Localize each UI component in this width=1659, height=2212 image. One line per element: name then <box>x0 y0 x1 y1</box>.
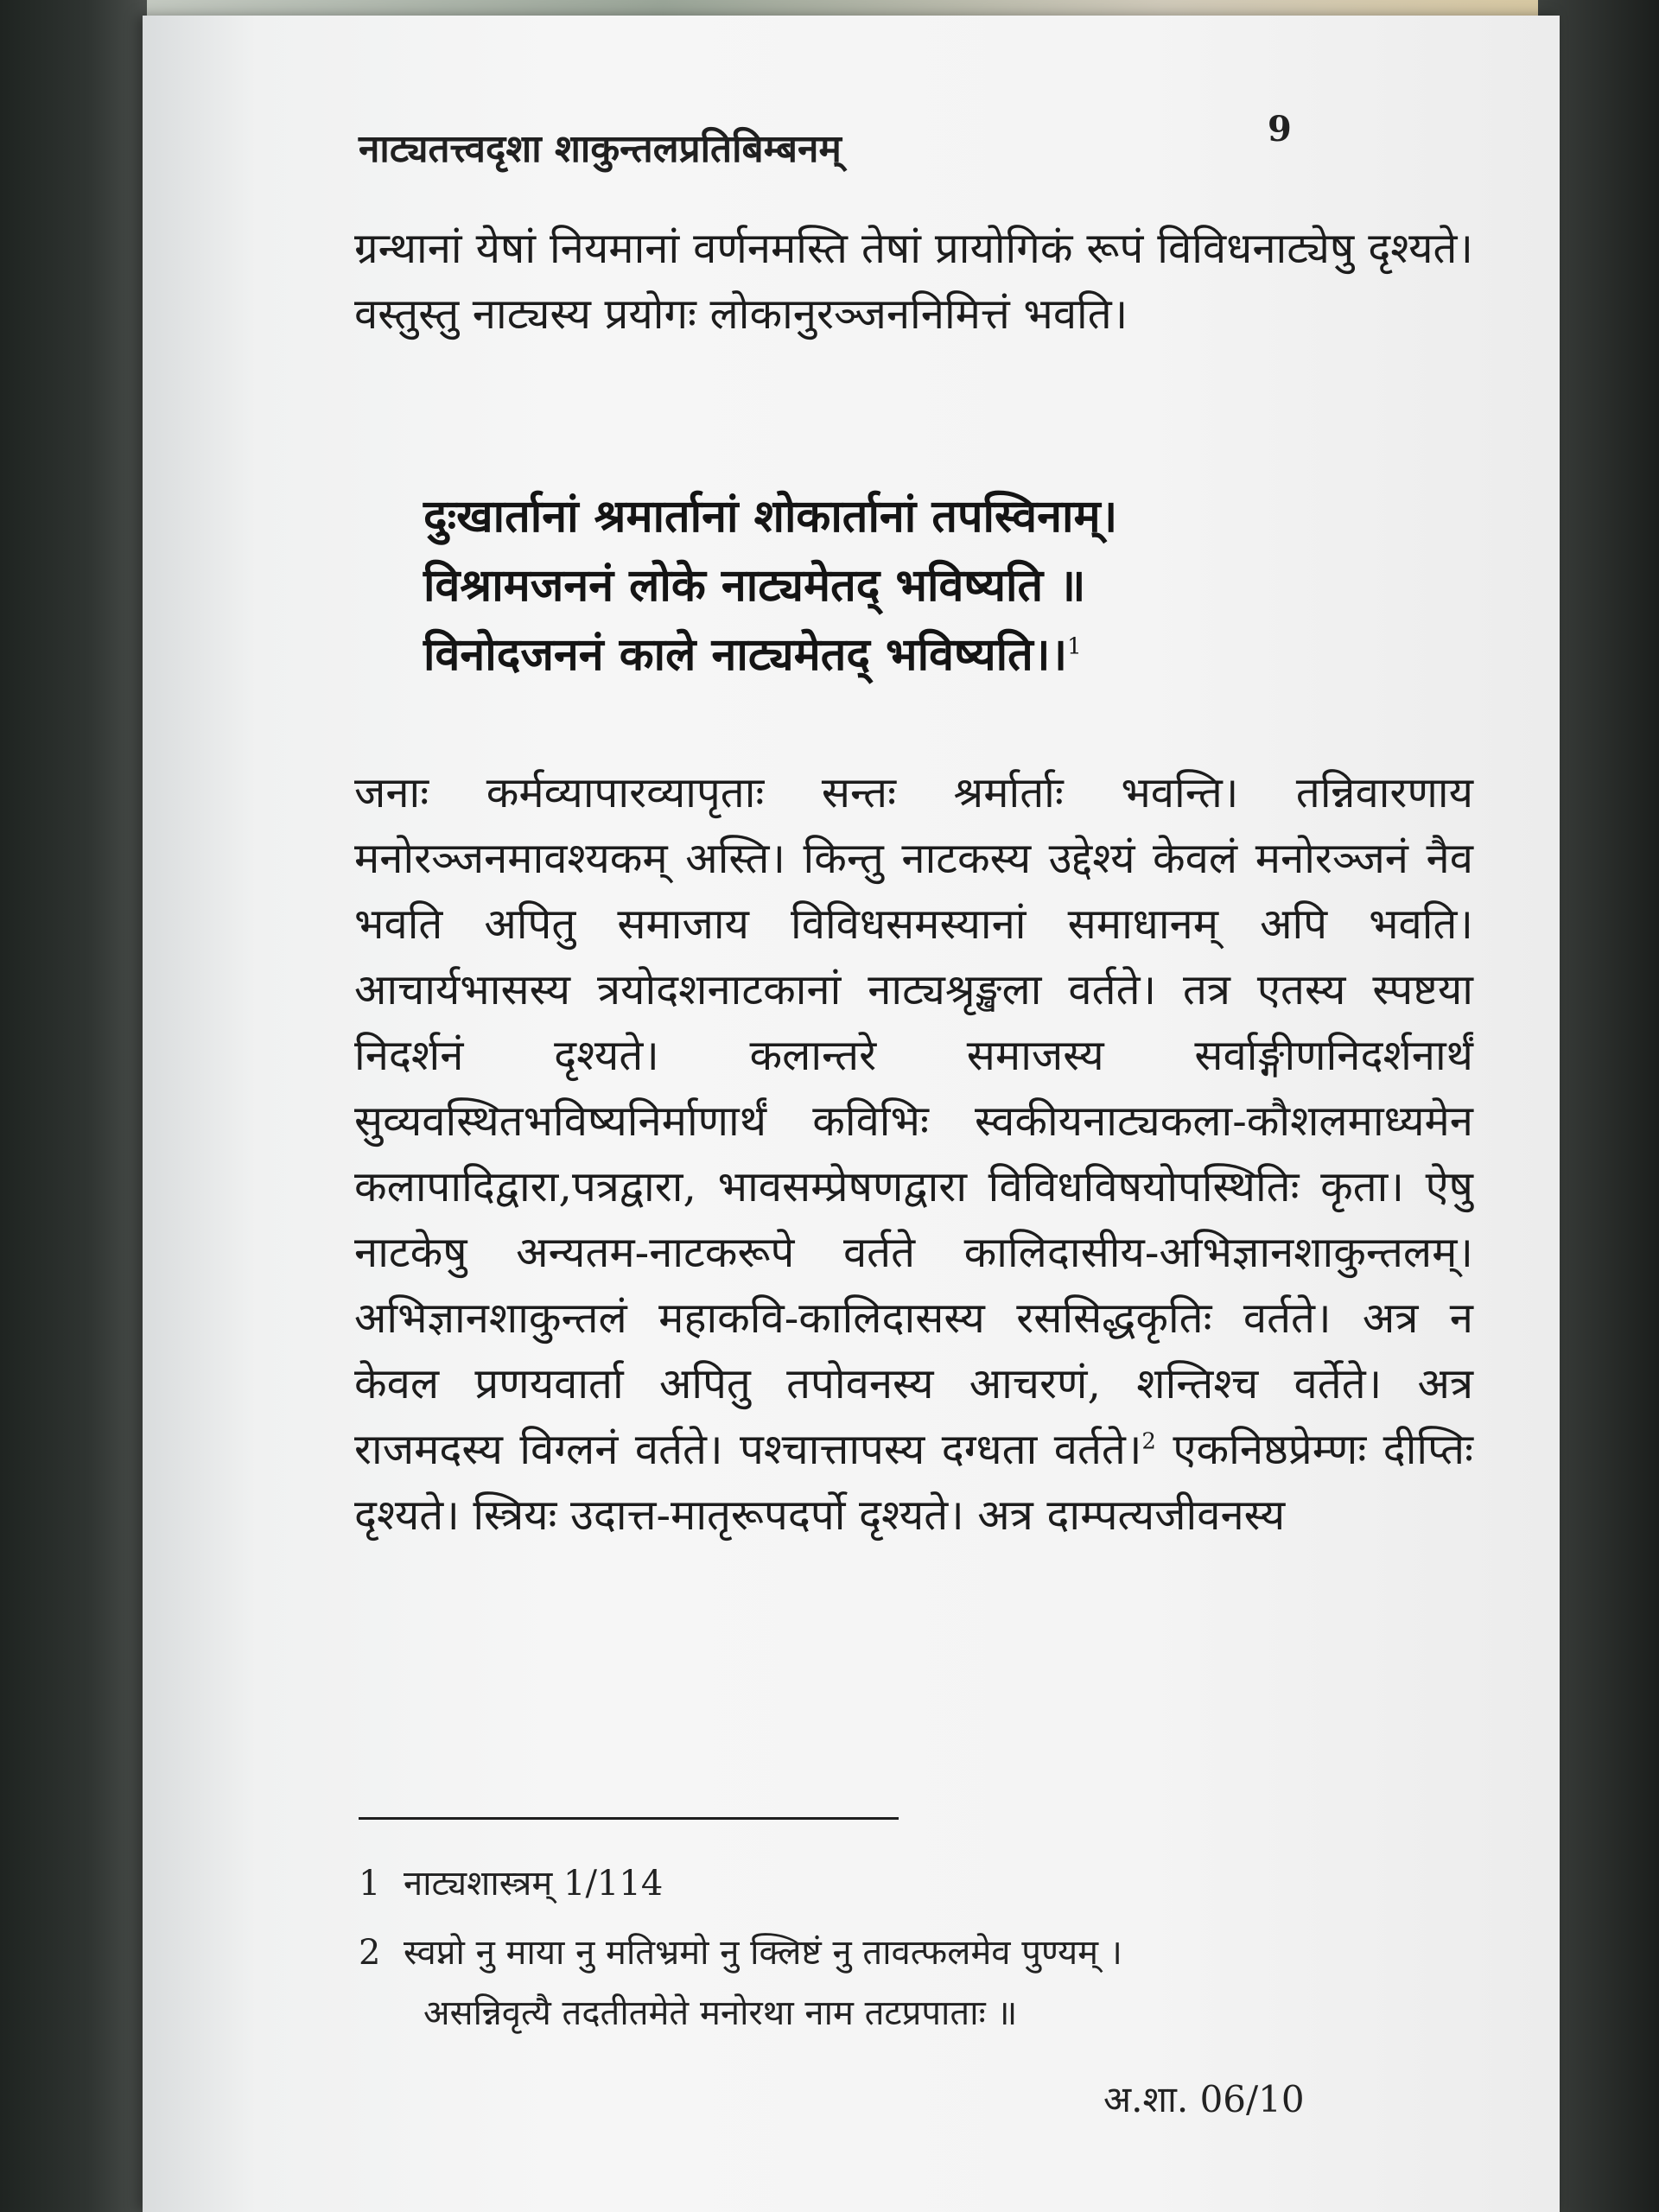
footnote-ref-2: 2 <box>1141 1428 1156 1455</box>
verse-line-1: दुःखार्तानां श्रमार्तानां शोकार्तानां तपस्विनाम्। <box>423 490 1118 543</box>
paragraph-main <box>354 760 1473 1548</box>
footnote-2-source: अ.शा. 06/10 <box>1103 2078 1305 2120</box>
paragraph-main-text <box>354 760 1473 1548</box>
paragraph-intro-text: ग्रन्थानां येषां नियमानां वर्णनमस्ति तेषां प्रायोगिकं रूपं विविधनाट्येषु दृश्यते। वस्तुस्तु नाट्यस्य प्रयोगः लोकानुरञ्जननिमित्तं भवति। <box>354 224 1473 339</box>
footnote-1 <box>359 1858 663 1905</box>
footnote-1-text: नाट्यशास्त्रम् 1/114 <box>404 1864 664 1904</box>
verse-line-3 <box>423 620 1117 690</box>
paragraph-intro <box>354 216 1473 347</box>
verse-quote <box>423 482 1117 690</box>
background-left <box>0 0 147 2212</box>
footnote-2-line-1: स्वप्नो नु माया नु मतिभ्रमो नु क्लिष्टं नु तावत्फलमेव पुण्यम् । <box>404 1933 1122 1973</box>
verse-line-2: विश्रामजननं लोके नाट्यमेतद् भविष्यति ॥ <box>423 559 1086 612</box>
paragraph-main-part2: एकनिष्ठप्रेम्णः दीप्तिः दृश्यते। स्त्रियः उदात्त-मातृरूपदर्पो दृश्यते। अत्र दाम्पत्यजीवनस्य <box>354 1425 1473 1540</box>
footnote-rule <box>359 1817 899 1820</box>
book-page <box>143 16 1560 2212</box>
verse-line-3-text: विनोदजननं काले नाट्यमेतद् भविष्यति।। <box>423 628 1068 681</box>
footnote-2-line-2: असन्निवृत्यै तदतीतमेते मनोरथा नाम तटप्रपाताः ॥ <box>423 1993 1018 2033</box>
paragraph-main-part1: जनाः कर्मव्यापारव्यापृताः सन्तः श्रर्मार्ताः भवन्ति। तन्निवारणाय मनोरञ्जनमावश्यकम् अस्ति। किन्तु नाटकस्य उद्देश्यं केवलं मनोरञ्जनं नैव भवति अपितु समाजाय विविधसमस्यानां समाधानम् अपि भवति। आचार्यभासस्य त्रयोदशनाटकानां नाट्यश्रृङ्खला वर्तते। तत्र एतस्य स्पष्टया निदर्शनं दृश्यते। कलान्तरे समाजस्य सर्वाङ्गीणनिदर्शनार्थं सुव्यवस्थितभविष्यनिर्माणार्थं कविभिः स्वकीयनाट्यकला-कौशलमाध्यमेन कलापादिद्वारा,पत्रद्वारा, भावसम्प्रेषणद्वारा विविधविषयोपस्थितिः कृता। ऐषु नाटकेषु अन्यतम-नाटकरूपे वर्तते कालिदासीय-अभिज्ञानशाकुन्तलम्। अभिज्ञानशाकुन्तलं महाकवि-कालिदासस्य रससिद्धकृतिः वर्तते। अत्र न केवल प्रणयवार्ता अपितु तपोवनस्य आचरणं, शन्तिश्च वर्तेते। अत्र राजमदस्य विग्लनं वर्तते। पश्चात्तापस्य दग्धता वर्तते। <box>354 768 1473 1474</box>
footnote-2-number: 2 <box>359 1933 381 1973</box>
page-number: 9 <box>1268 109 1292 149</box>
footnote-ref-1: 1 <box>1067 633 1082 660</box>
footnote-1-number: 1 <box>359 1864 381 1904</box>
running-head: नाट्यतत्त्वदृशा शाकुन्तलप्रतिबिम्बनम् <box>359 127 842 171</box>
footnote-2 <box>359 1927 1122 1974</box>
